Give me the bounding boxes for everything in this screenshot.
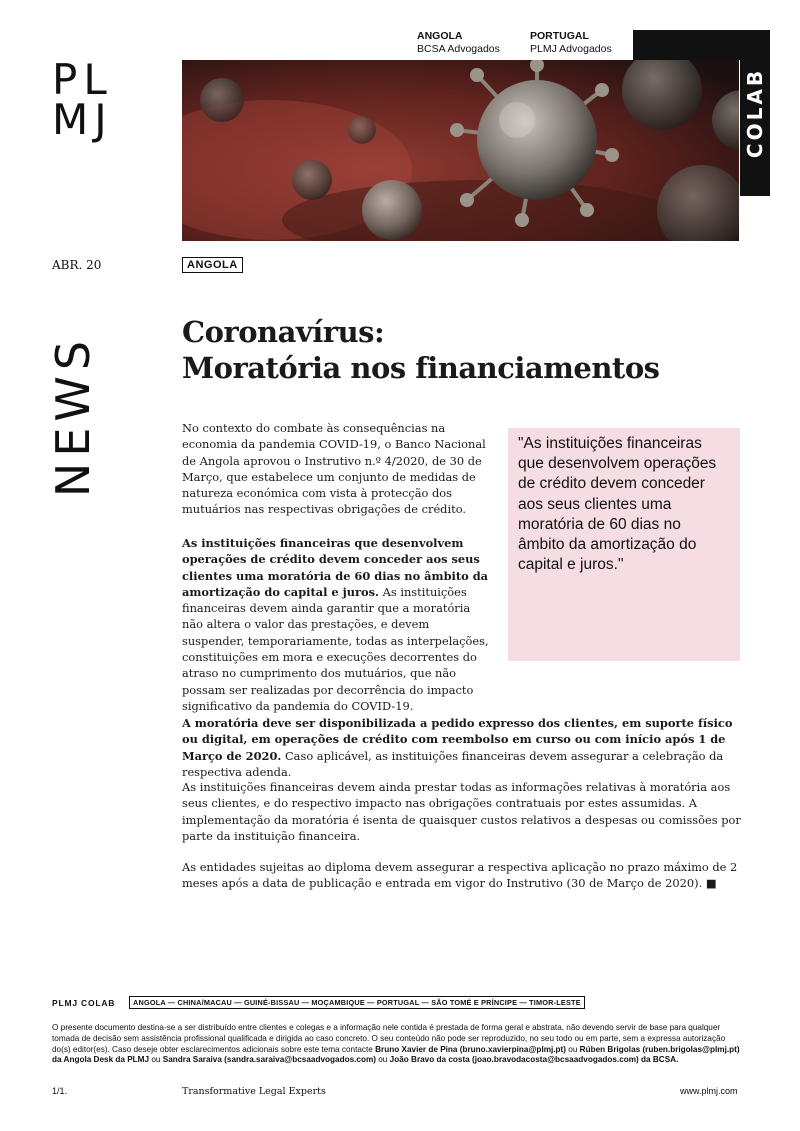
publication-date: ABR. 20	[52, 258, 102, 272]
office-firm: BCSA Advogados	[417, 43, 500, 55]
paragraph-request	[182, 715, 742, 780]
footer-website-link[interactable]: www.plmj.com	[680, 1086, 738, 1096]
contact-bruno: Bruno Xavier de Pina (bruno.xavierpina@plmj.pt)	[375, 1044, 566, 1054]
disclaimer-text: O presente documento destina-se a ser distribuído entre clientes e colegas e a informação nele contida é prestada de forma geral e abstrata, não devendo servir de base para qualquer tomada de decisão sem assistência profissional qualificada e dirigida ao caso concreto. O seu conteúdo não pode ser reproduzido, no seu todo ou em parte, sem a expressa autorização do(s) editor(es). Caso deseje obter esclarecimentos adicionais sobre este tema contacte	[52, 1023, 726, 1054]
pull-quote-text: "As instituições financeiras que desenvolvem operações de crédito devem conceder aos seus clientes uma moratória de 60 dias no âmbito da amortização do capital e juros."	[518, 435, 717, 574]
title-line-1: Coronavírus:	[182, 315, 385, 349]
contact-sandra: Sandra Saraiva (sandra.saraiva@bcsaadvogados.com)	[162, 1055, 376, 1065]
page-title	[182, 314, 742, 386]
colab-tab	[740, 30, 770, 196]
office-portugal	[530, 30, 612, 56]
paragraph-rest: As instituições financeiras devem ainda garantir que a moratória não altera o valor das prestações, e devem suspender, temporariamente, todas as interpelações, constituições em mora e execuções decorrentes do atraso no cumprimento dos mutuários, que não possam ser realizadas por decorrência do impacto significativo da pandemia do COVID-19.	[182, 584, 489, 713]
paragraph-information: As instituições financeiras devem ainda prestar todas as informações relativas à moratória aos seus clientes, e do respectivo impacto nas obrigações contratuais por estes assumidas. A implementação da moratória é isenta de quaisquer custos relativos a despesas ou comissões por parte da instituição financeira.	[182, 780, 741, 843]
country-tag: ANGOLA	[182, 257, 243, 273]
disclaimer-text: ou	[149, 1055, 163, 1065]
plmj-logo	[52, 55, 136, 144]
paragraph-rest: Caso aplicável, as instituições financeiras devem assegurar a celebração da respectiva adenda.	[182, 748, 724, 779]
colab-tab-top	[633, 30, 740, 60]
office-angola	[417, 30, 500, 56]
colab-label: COLAB	[743, 67, 767, 159]
page-number: 1/1.	[52, 1086, 68, 1096]
footer-colab-label: PLMJ COLAB	[52, 998, 116, 1008]
paragraph-intro: No contexto do combate às consequências na economia da pandemia COVID-19, o Banco Nacional de Angola aprovou o Instrutivo n.º 4/2020, de 30 de Março, que estabelece um conjunto de medidas de natureza económica com vista à protecção dos mutuários nas respectivas obrigações de crédito.	[182, 421, 486, 517]
paragraph-bold: As instituições financeiras que desenvolvem operações de crédito devem conceder aos seus clientes uma moratória de 60 dias no âmbito da amortização do capital e juros.	[182, 536, 489, 599]
paragraph-moratoria	[182, 535, 492, 714]
office-country: PORTUGAL	[530, 30, 589, 42]
section-label-text: NEWS	[46, 334, 101, 498]
paragraph-bold: A moratória deve ser disponibilizada a pedido expresso dos clientes, em suporte físico ou digital, em operações de crédito com reembolso em curso ou com início após 1 de Março de 2020.	[182, 716, 733, 763]
footer-countries: ANGOLA — CHINA/MACAU — GUINÉ-BISSAU — MOÇAMBIQUE — PORTUGAL — SÃO TOMÉ E PRÍNCIPE — TIMOR-LESTE	[129, 996, 585, 1009]
footer-disclaimer	[52, 1023, 742, 1066]
office-country: ANGOLA	[417, 30, 463, 42]
paragraph-deadline: As entidades sujeitas ao diploma devem assegurar a respectiva aplicação no prazo máximo de 2 meses após a data de publicação e entrada em vigor do Instrutivo (30 de Março de 2020). ■	[182, 860, 738, 891]
logo-line-1: PL	[52, 55, 113, 104]
contact-ruben: Rúben Brigolas (ruben.brigolas@plmj.pt) da Angola Desk da PLMJ	[52, 1044, 740, 1065]
footer-tagline: Transformative Legal Experts	[182, 1086, 326, 1097]
hero-virus-image	[182, 60, 739, 241]
virus-illustration	[182, 60, 739, 241]
contact-joao: João Bravo da costa (joao.bravodacosta@bcsaadvogados.com) da BCSA.	[389, 1055, 679, 1065]
logo-line-2: MJ	[52, 95, 113, 144]
disclaimer-text: ou	[566, 1044, 580, 1054]
section-label	[46, 318, 101, 514]
title-line-2: Moratória nos financiamentos	[182, 351, 660, 385]
office-firm: PLMJ Advogados	[530, 43, 612, 55]
disclaimer-text: ou	[375, 1055, 390, 1065]
pull-quote	[508, 428, 740, 661]
